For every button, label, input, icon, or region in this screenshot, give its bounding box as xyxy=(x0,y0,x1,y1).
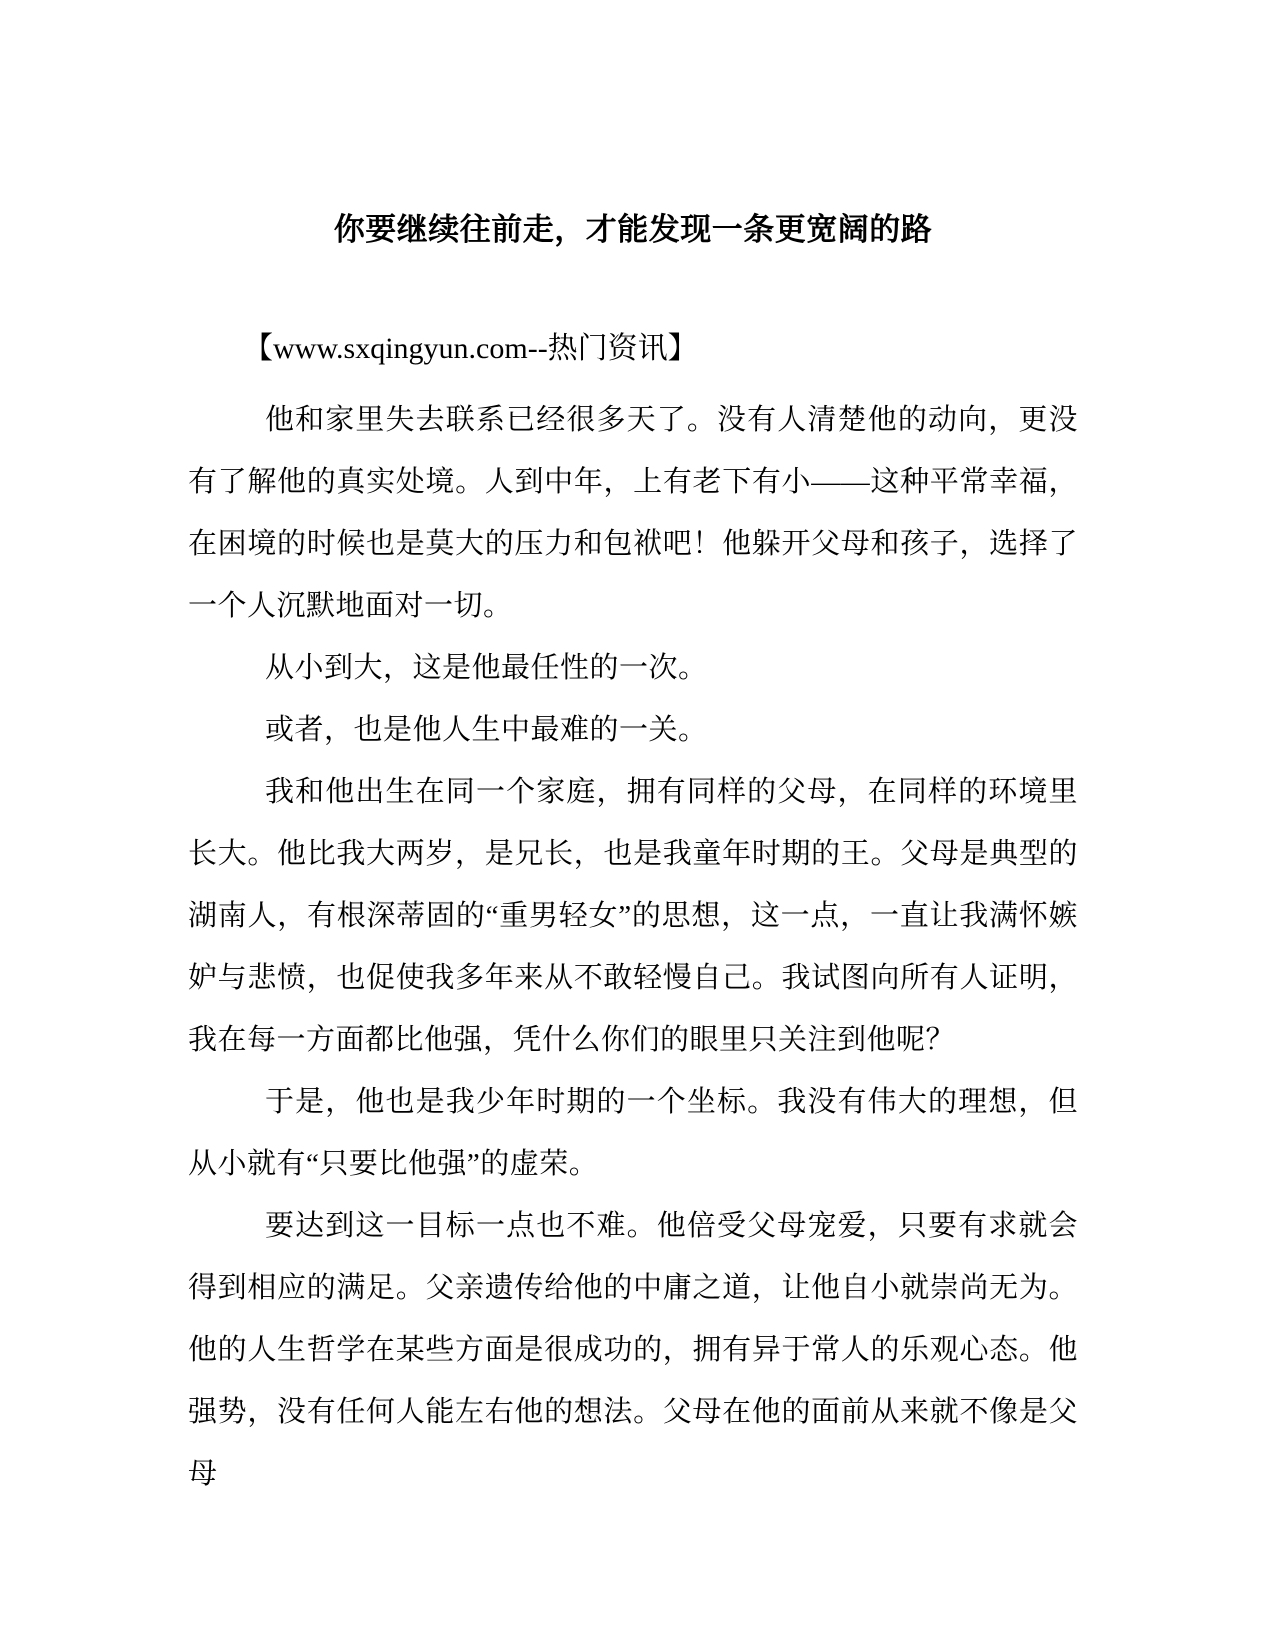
article-title: 你要继续往前走，才能发现一条更宽阔的路 xyxy=(333,212,933,248)
source-attribution-line: 【www.sxqingyun.com--热门资讯】 xyxy=(243,332,698,365)
body-paragraph: 于是，他也是我少年时期的一个坐标。我没有伟大的理想，但从小就有“只要比他强”的虚荣。 xyxy=(188,1086,1078,1180)
article-body xyxy=(188,389,1078,1505)
body-paragraph: 或者，也是他人生中最难的一关。 xyxy=(265,714,708,746)
body-paragraph: 他和家里失去联系已经很多天了。没有人清楚他的动向，更没有了解他的真实处境。人到中年，上有老下有小——这种平常幸福，在困境的时候也是莫大的压力和包袱吧！他躲开父母和孩子，选择了一个人沉默地面对一切。 xyxy=(188,404,1078,622)
body-paragraph: 要达到这一目标一点也不难。他倍受父母宠爱，只要有求就会得到相应的满足。父亲遗传给他的中庸之道，让他自小就崇尚无为。他的人生哲学在某些方面是很成功的，拥有异于常人的乐观心态。他强势，没有任何人能左右他的想法。父母在他的面前从来就不像是父母 xyxy=(188,1210,1078,1490)
body-paragraph: 从小到大，这是他最任性的一次。 xyxy=(265,652,708,684)
body-paragraph: 我和他出生在同一个家庭，拥有同样的父母，在同样的环境里长大。他比我大两岁，是兄长，也是我童年时期的王。父母是典型的湖南人，有根深蒂固的“重男轻女”的思想，这一点，一直让我满怀嫉妒与悲愤，也促使我多年来从不敢轻慢自己。我试图向所有人证明，我在每一方面都比他强，凭什么你们的眼里只关注到他呢？ xyxy=(188,776,1078,1056)
